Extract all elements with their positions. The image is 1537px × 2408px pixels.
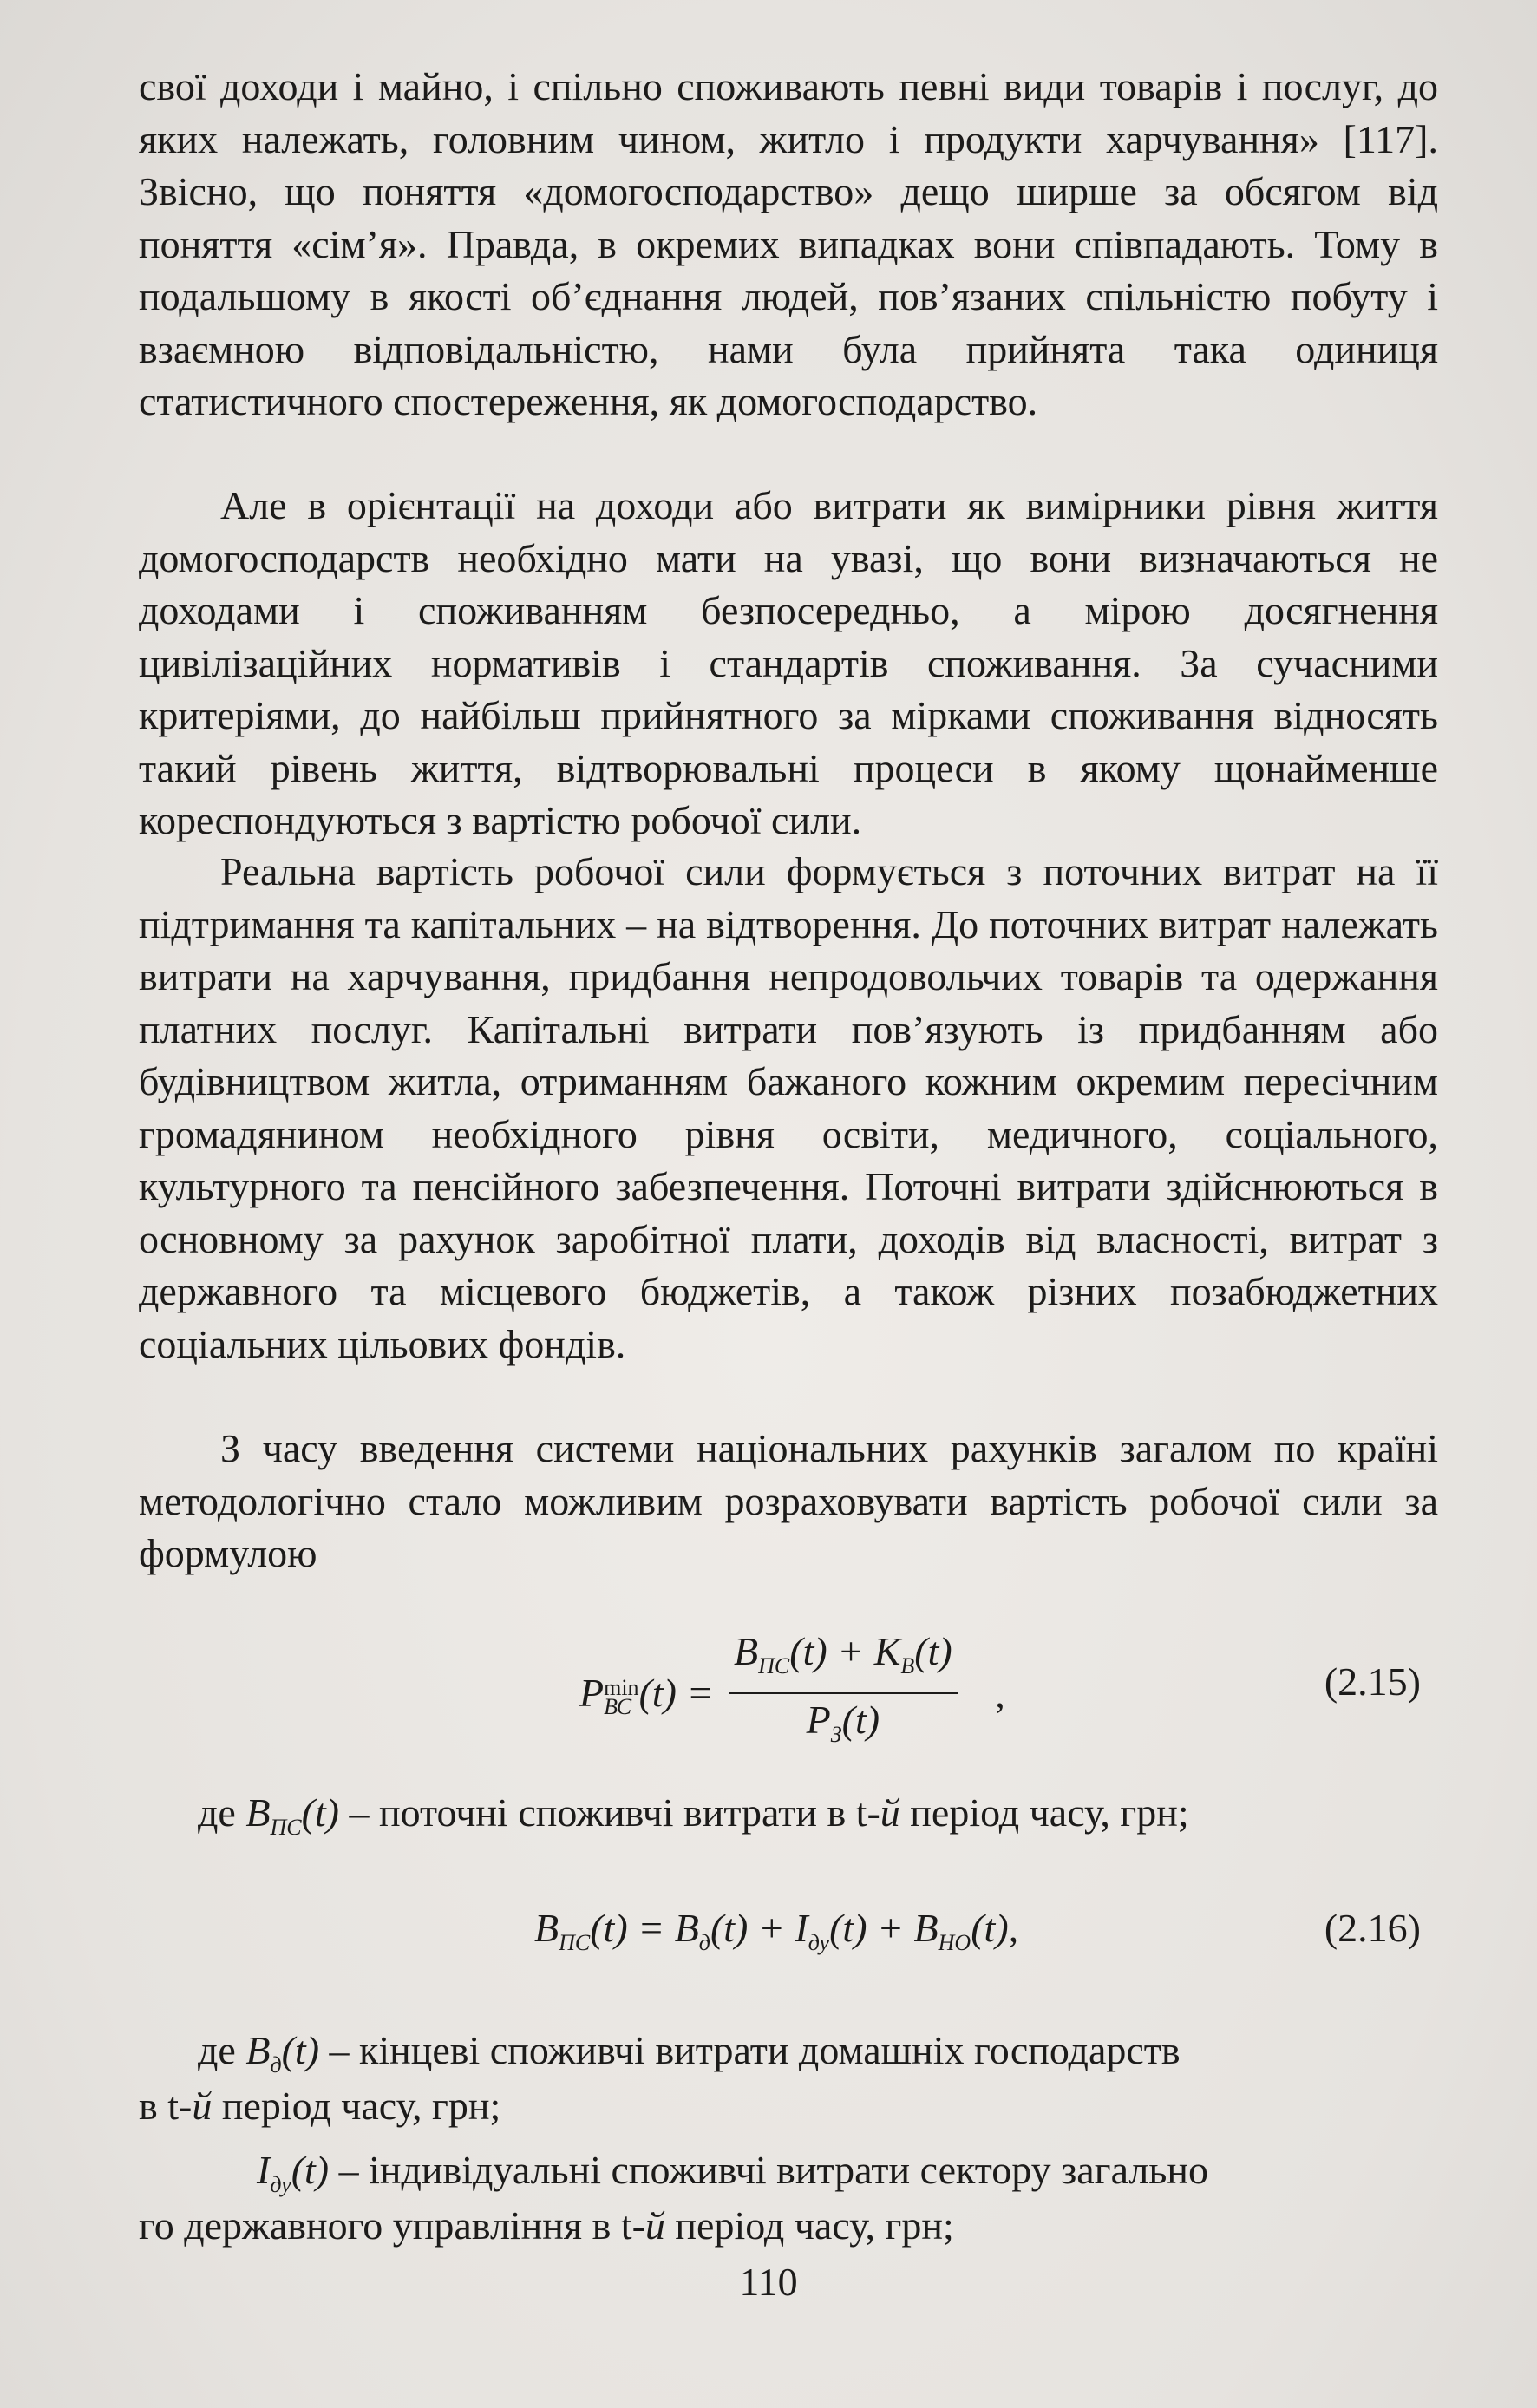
equation-number-2-15: (2.15) xyxy=(1324,1659,1421,1704)
page-number: 110 xyxy=(739,2260,798,2304)
equation-number-2-16: (2.16) xyxy=(1324,1906,1421,1950)
definition-government-individual-spending: $I_{ду}(t)$ – індивідуальні споживчі витрати сектору загально xyxy=(257,2148,1208,2198)
formula-subscript: ВС xyxy=(604,1693,632,1719)
formula-fraction xyxy=(729,1629,958,1757)
paragraph-national-accounts: З часу введення системи національних рахунків загалом по країні методологічно стало можливим розраховувати вартість робочої сили за формулою xyxy=(139,1426,1438,1575)
formula-numerator: $B_{ПС}(t) + K_В(t)$ xyxy=(729,1629,958,1694)
formula-argument: (t) = xyxy=(638,1671,714,1716)
formula-superscript: min xyxy=(604,1674,639,1700)
paragraph-labor-cost: Реальна вартість робочої сили формується з поточних витрат на її підтримання та капітальних – на відтворення. До поточних витрат належать витрати на харчування, придбання непродовольчих товарів та одержання платних послуг. Капітальні витрати пов’язують із придбанням або будівництвом житла, отриманням бажаного кожним окремим пересічним громадянином необхідного рівня освіти, медичного, соціального, культурного та пенсійного забезпечення. Поточні витрати здійснюються в основному за рахунок заробітної плати, доходів від власності, витрат з державного та місцевого бюджетів, а також різних позабюджетних соціальних цільових фондів. xyxy=(139,849,1438,1366)
formula-2-15 xyxy=(579,1629,1005,1757)
definition-household-final-spending-cont: в t-й період часу, грн; xyxy=(139,2084,501,2128)
formula-symbol: P xyxy=(579,1671,605,1716)
formula-2-16-row xyxy=(139,1905,1438,1966)
paragraph-living-standards: Але в орієнтації на доходи або витрати як вимірники рівня життя домогосподарств необхідно мати на увазі, що вони визначаються не доходами і споживанням безпосередньо, а мірою досягнення цивілізаційних нормативів і стандартів споживання. За сучасними критеріями, до найбільш прийнятного за мірками споживання відносять такий рівень життя, відтворювальні процеси в якому щонайменше кореспондуються з вартістю робочої сили. xyxy=(139,483,1438,842)
definition-household-final-spending: де $B_д(t)$ – кінцеві споживчі витрати домашніх господарств xyxy=(198,2028,1181,2078)
paragraph-households-definition: свої доходи і майно, і спільно споживають певні види товарів і послуг, до яких належать, головним чином, житло і продукти харчування» [117]. Звісно, що поняття «домогосподарство» дещо ширше за обсягом від поняття «сім’я». Правда, в окремих випадках вони співпадають. Тому в подальшому в якості об’єднання людей, пов’язаних спільністю побуту і взаємною відповідальністю, нами була прийнята така одиниця статистичного спостереження, як домогосподарство. xyxy=(139,64,1438,423)
formula-denominator: $P_З(t)$ xyxy=(806,1698,880,1748)
definition-government-individual-spending-cont: го державного управління в t-й період часу, грн; xyxy=(139,2203,954,2248)
formula-2-15-row xyxy=(139,1629,1438,1748)
formula-comma: , xyxy=(995,1671,1005,1716)
definition-consumer-spending: де $B_{ПС}(t)$ – поточні споживчі витрати в t-й період часу, грн; xyxy=(198,1790,1189,1841)
formula-2-16: $B_{ПС}(t) = B_д(t) + I_{ду}(t) + B_{НО}(t)$, xyxy=(534,1906,1019,1956)
